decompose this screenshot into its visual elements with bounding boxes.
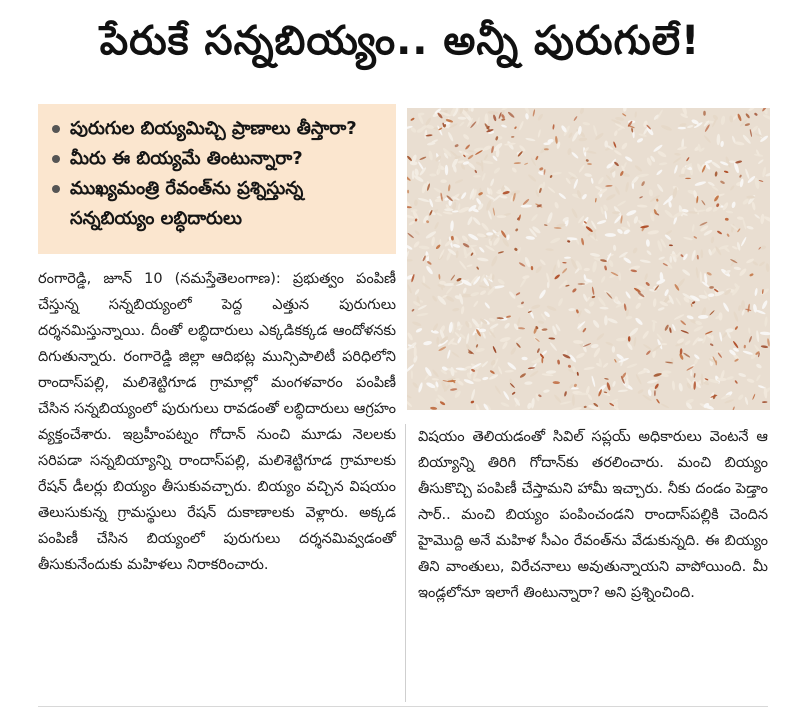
rice-photo bbox=[407, 108, 770, 410]
bullet-text: పురుగుల బియ్యమిచ్చి ప్రాణాలు తీస్తారా? bbox=[70, 118, 357, 139]
bullet-item bbox=[50, 174, 386, 234]
bottom-rule bbox=[38, 706, 768, 707]
article-column-right: విషయం తెలియడంతో సివిల్ సప్లయ్ అధికారులు వెంటనే ఆ బియ్యాన్ని తిరిగి గోదాన్‌కు తరలించారు. మంచి బియ్యం తీసుకొచ్చి పంపిణీ చేస్తామని హామీ ఇచ్చారు. నీకు దండం పెడ్తాం సార్.. మంచి బియ్యం పంపించండని రాందాస్‌పల్లికి చెందిన హైమొద్ది అనే మహిళ సీఎం రేవంత్‌ను వేడుకున్నది. ఈ బియ్యం తిని వాంతులు, విరేచనాలు అవుతున్నాయని వాపోయింది. మీ ఇండ్లలోనూ ఇలాగే తింటున్నారా? అని ప్రశ్నించింది. bbox=[418, 429, 768, 601]
bullet-item bbox=[50, 144, 386, 174]
summary-bullets-box bbox=[38, 104, 396, 254]
bullet-text: ముఖ్యమంత్రి రేవంత్‌ను ప్రశ్నిస్తున్న సన్నబియ్యం లబ్ధిదారులు bbox=[70, 178, 304, 229]
bullet-dot-icon bbox=[52, 185, 60, 193]
bullet-dot-icon bbox=[52, 155, 60, 163]
headline: పేరుకే సన్నబియ్యం.. అన్నీ పురుగులే! bbox=[99, 18, 701, 64]
column-divider bbox=[405, 424, 406, 702]
article-column-left: రంగారెడ్డి, జూన్ 10 (నమస్తేతెలంగాణ): ప్రభుత్వం పంపిణీ చేస్తున్న సన్నబియ్యంలో పెద్ద ఎత్తున పురుగులు దర్శనమిస్తున్నాయి. దీంతో లబ్ధిదారులు ఎక్కడికక్కడ ఆందోళనకు దిగుతున్నారు. రంగారెడ్డి జిల్లా ఆదిభట్ల మున్సిపాలిటీ పరిధిలోని రాందాస్‌పల్లి, మలిశెట్టిగూడ గ్రామాల్లో మంగళవారం పంపిణీ చేసిన సన్నబియ్యంలో పురుగులు రావడంతో లబ్ధిదారులు ఆగ్రహం వ్యక్తంచేశారు. ఇబ్రహీంపట్నం గోదాన్ నుంచి మూడు నెలలకు సరిపడా సన్నబియ్యాన్ని రాందాస్‌పల్లి, మలిశెట్టిగూడ గ్రామాలకు రేషన్ డీలర్లు బియ్యం తీసుకువచ్చారు. బియ్యం వచ్చిన విషయం తెలుసుకున్న గ్రామస్థులు రేషన్ దుకాణాలకు వెళ్లారు. అక్కడ పంపిణీ చేసిన బియ్యంలో పురుగులు దర్శనమివ్వడంతో తీసుకునేందుకు మహిళలు నిరాకరించారు. bbox=[38, 271, 396, 573]
bullet-item bbox=[50, 114, 386, 144]
rice-photo-image bbox=[407, 108, 770, 410]
bullet-dot-icon bbox=[52, 125, 60, 133]
bullet-text: మీరు ఈ బియ్యమే తింటున్నారా? bbox=[70, 148, 303, 169]
